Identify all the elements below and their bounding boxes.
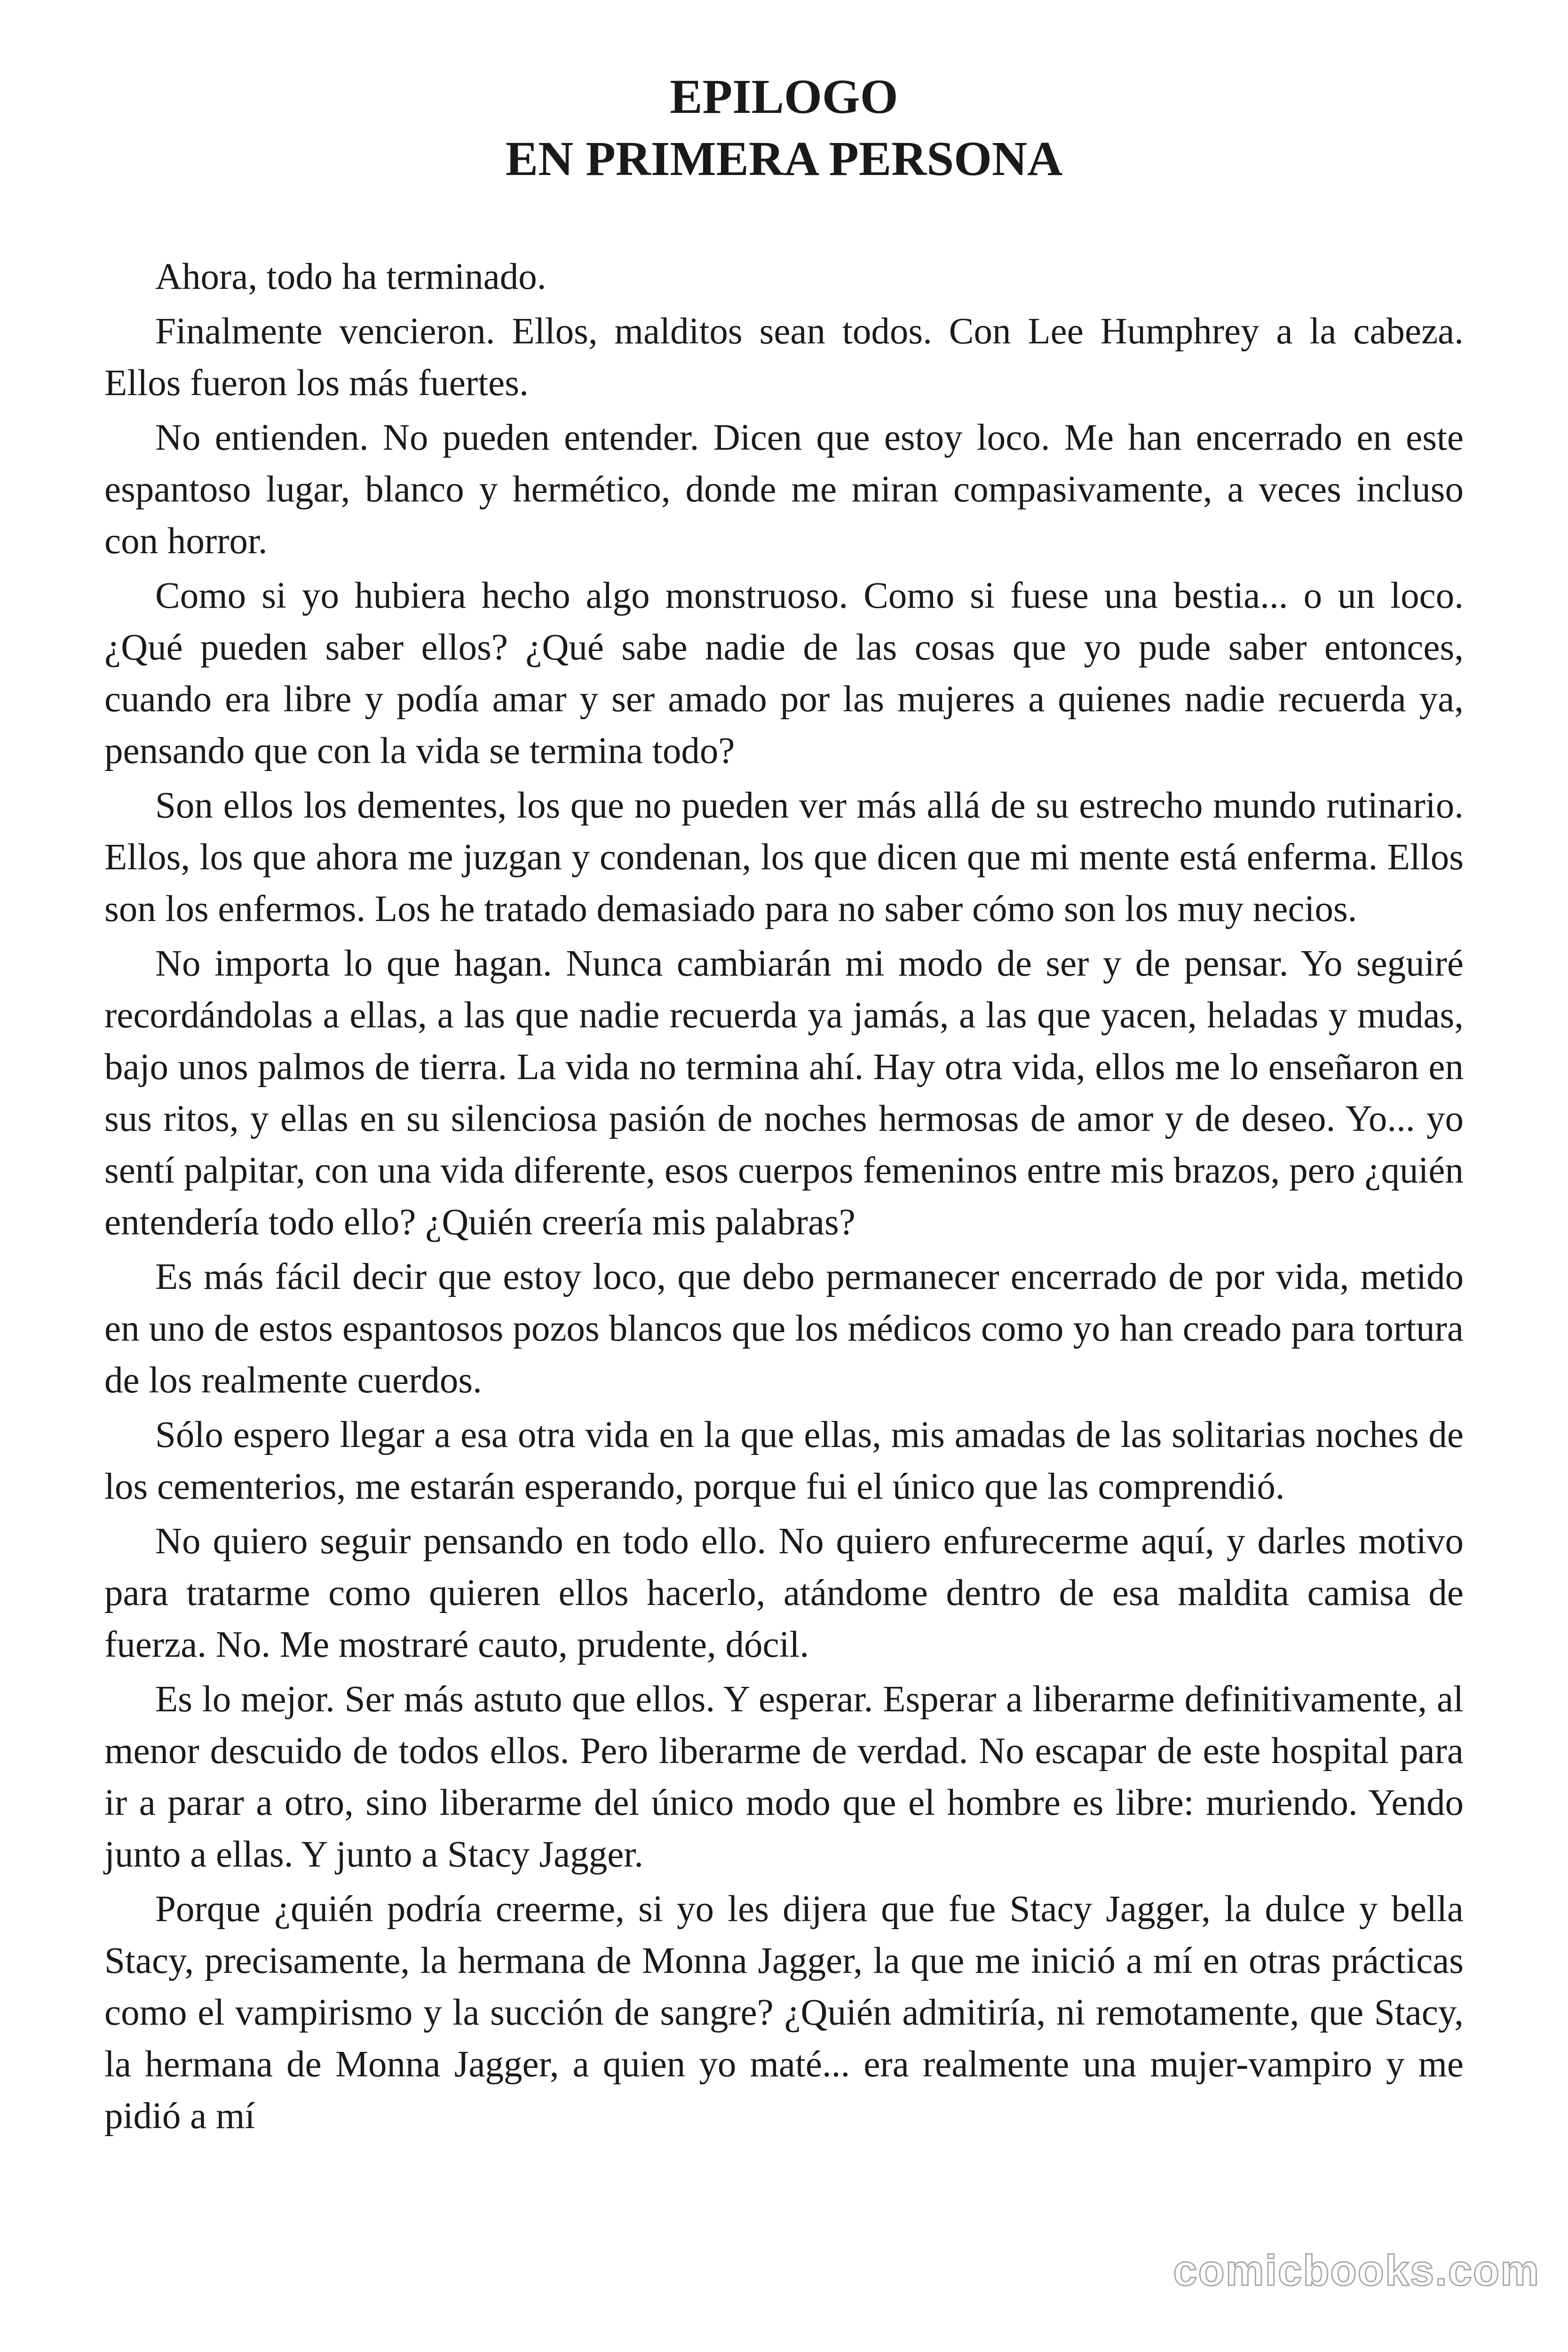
body-text [104,251,1464,2142]
paragraph: Finalmente vencieron. Ellos, malditos sean todos. Con Lee Humphrey a la cabeza. Ellos fueron los más fuertes. [104,311,1464,404]
paragraph: Como si yo hubiera hecho algo monstruoso. Como si fuese una bestia... o un loco. ¿Qué pueden saber ellos? ¿Qué sabe nadie de las cosas que yo pude saber entonces, cuando era libre y podía amar y ser amado por las mujeres a quienes nadie recuerda ya, pensando que con la vida se termina todo? [104,575,1464,771]
paragraph: Es lo mejor. Ser más astuto que ellos. Y esperar. Esperar a liberarme definitivamente, al menor descuido de todos ellos. Pero liberarme de verdad. No escapar de este hospital para ir a parar a otro, sino liberarme del único modo que el hombre es libre: muriendo. Yendo junto a ellas. Y junto a Stacy Jagger. [104,1679,1464,1875]
paragraph: Ahora, todo ha terminado. [155,256,546,297]
watermark: comicbooks.com [1173,2247,1540,2295]
paragraph: No quiero seguir pensando en todo ello. No quiero enfurecerme aquí, y darles motivo para tratarme como quieren ellos hacerlo, atándome dentro de esa maldita camisa de fuerza. No. Me mostraré cauto, prudente, dócil. [104,1521,1464,1665]
paragraph: Es más fácil decir que estoy loco, que debo permanecer encerrado de por vida, metido en uno de estos espantosos pozos blancos que los médicos como yo han creado para tortura de los realmente cuerdos. [104,1256,1464,1401]
chapter-title-line-1: EPILOGO [670,70,898,124]
paragraph: No entienden. No pueden entender. Dicen que estoy loco. Me han encerrado en este espantoso lugar, blanco y hermético, donde me miran compasivamente, a veces incluso con horror. [104,417,1464,562]
document-page [104,66,1464,2142]
paragraph: Sólo espero llegar a esa otra vida en la que ellas, mis amadas de las solitarias noches de los cementerios, me estarán esperando, porque fui el único que las comprendió. [104,1414,1464,1507]
paragraph: Porque ¿quién podría creerme, si yo les dijera que fue Stacy Jagger, la dulce y bella Stacy, precisamente, la hermana de Monna Jagger, la que me inició a mí en otras prácticas como el vampirismo y la succión de sangre? ¿Quién admitiría, ni remotamente, que Stacy, la hermana de Monna Jagger, a quien yo maté... era realmente una mujer-vampiro y me pidió a mí [104,1889,1464,2137]
chapter-title-line-2: EN PRIMERA PERSONA [505,132,1063,186]
paragraph: No importa lo que hagan. Nunca cambiarán mi modo de ser y de pensar. Yo seguiré recordándolas a ellas, a las que nadie recuerda ya jamás, a las que yacen, heladas y mudas, bajo unos palmos de tierra. La vida no termina ahí. Hay otra vida, ellos me lo enseñaron en sus ritos, y ellas en su silenciosa pasión de noches hermosas de amor y de deseo. Yo... yo sentí palpitar, con una vida diferente, esos cuerpos femeninos entre mis brazos, pero ¿quién entendería todo ello? ¿Quién creería mis palabras? [104,943,1464,1243]
paragraph: Son ellos los dementes, los que no pueden ver más allá de su estrecho mundo rutinario. Ellos, los que ahora me juzgan y condenan, los que dicen que mi mente está enferma. Ellos son los enfermos. Los he tratado demasiado para no saber cómo son los muy necios. [104,785,1464,930]
chapter-title [104,66,1464,190]
